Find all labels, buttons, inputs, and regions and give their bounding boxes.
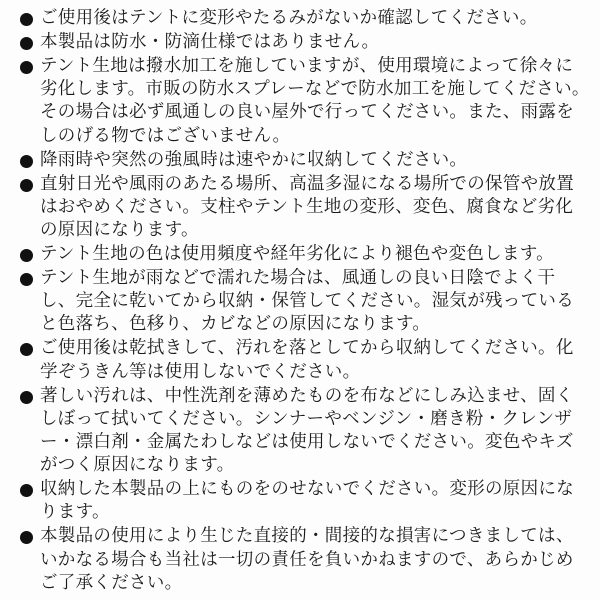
note-item [10,267,590,337]
bullet-icon [20,37,33,50]
note-item [10,173,590,243]
note-item [10,31,590,54]
bullet-icon [20,343,33,356]
bullet-icon [20,484,33,497]
note-text: 収納した本製品の上にものをのせないでください。変形の原因になります。 [40,479,574,523]
note-text: 直射日光や風雨のあたる場所、高温多湿になる場所での保管や放置はおやめください。支柱やテント生地の変形、変色、腐食など劣化の原因になります。 [40,173,574,241]
bullet-icon [20,249,33,262]
note-item [10,243,590,266]
note-item [10,385,590,478]
note-text: テント生地の色は使用頻度や経年劣化により褪色や変色します。 [40,244,554,265]
note-item [10,337,590,383]
bullet-icon [20,391,33,404]
note-text: 著しい汚れは、中性洗剤を薄めたものを布などにしみ込ませ、固くしぼって拭いてください。シンナーやベンジン・磨き粉・クレンザー・漂白剤・金属たわしなどは使用しないでください。変色やキズがつく原因になります。 [40,385,574,476]
note-text: テント生地が雨などで濡れた場合は、風通しの良い日陰でよく干し、完全に乾いてから収納・保管してください。湿気が残っていると色落ち、色移り、カビなどの原因になります。 [40,268,574,335]
note-item [10,7,590,30]
bullet-icon [20,155,33,168]
note-text: 本製品の使用により生じた直接的・間接的な損害につきましては、いかなる場合も当社は一切の責任を負いかねますので、あらかじめご了承ください。 [40,526,574,593]
note-item [10,478,590,524]
note-text: 降雨時や突然の強風時は速やかに収納してください。 [40,149,468,170]
bullet-icon [20,179,33,192]
bullet-icon [20,531,33,544]
note-text: テント生地は撥水加工を施していますが、使用環境によって徐々に劣化します。市販の防水スプレーなどで防水加工を施してください。その場合は必ず風通しの良い屋外で行ってください。また、雨露をしのげる物ではございません。 [40,56,590,146]
bullet-icon [20,273,33,286]
note-text: 本製品は防水・防滴仕様ではありません。 [40,32,380,52]
note-item [10,149,590,172]
note-item [10,55,590,148]
note-text: ご使用後は乾拭きして、汚れを落としてから収納してください。化学ぞうきん等は使用しないでください。 [40,338,574,382]
bullet-icon [20,61,33,74]
note-text: ご使用後はテントに変形やたるみがないか確認してください。 [40,8,538,28]
note-item [10,525,590,595]
bullet-icon [20,13,33,26]
